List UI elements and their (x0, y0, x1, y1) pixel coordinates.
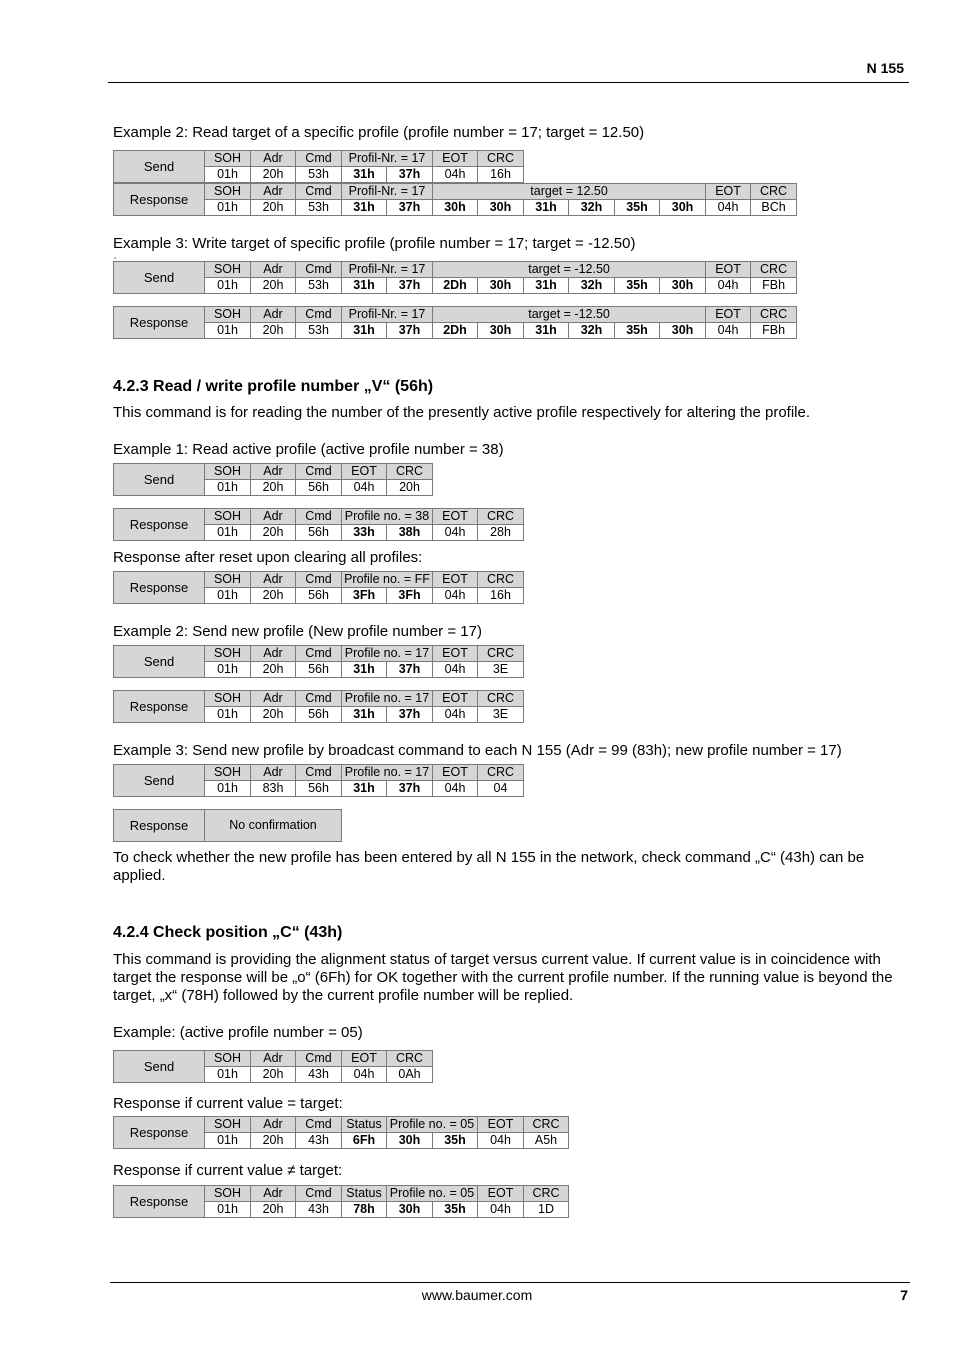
ex3-target-caption: Example 3: Write target of specific profile (profile number = 17; target = -12.50) (113, 235, 636, 252)
value-cell: 3E (478, 662, 524, 678)
field-adr: Adr (251, 184, 296, 200)
value-cell: 04h (706, 323, 751, 339)
value-cell: 43h (296, 1067, 342, 1083)
check-example-caption: Example: (active profile number = 05) (113, 1024, 363, 1041)
footer-url: www.baumer.com (421, 1287, 533, 1303)
value-cell: 56h (296, 588, 342, 604)
row-label: Send (114, 464, 205, 496)
field-cmd: Cmd (296, 151, 342, 167)
section-heading-4-2-3: 4.2.3 Read / write profile number „V“ (56h) (113, 378, 434, 395)
value-cell: 30h (660, 323, 706, 339)
value-cell: 56h (296, 525, 342, 541)
document-title: N 155 (866, 60, 904, 76)
field-eot: EOT (433, 572, 478, 588)
row-label: Send (114, 1051, 205, 1083)
value-cell: 43h (296, 1202, 342, 1218)
page-number: 7 (900, 1287, 908, 1303)
ex2-send-table (113, 645, 524, 678)
value-cell: 35h (433, 1202, 478, 1218)
value-cell: 31h (524, 323, 569, 339)
field-adr: Adr (251, 765, 296, 781)
value-cell: 20h (251, 525, 296, 541)
field-crc: CRC (524, 1186, 569, 1202)
value-cell: 37h (387, 662, 433, 678)
field-eot: EOT (342, 464, 387, 480)
field-eot: EOT (706, 307, 751, 323)
value-cell: 04h (433, 662, 478, 678)
value-cell: 04h (433, 781, 478, 797)
value-cell: 37h (387, 167, 433, 183)
field-cmd: Cmd (296, 572, 342, 588)
ex3-caption: Example 3: Send new profile by broadcast command to each N 155 (Adr = 99 (83h); new profile number = 17) (113, 742, 842, 759)
value-cell: 20h (251, 323, 296, 339)
field-crc: CRC (478, 509, 524, 525)
value-cell: 01h (205, 588, 251, 604)
value-cell: 20h (251, 278, 296, 294)
value-cell: 20h (251, 1202, 296, 1218)
field-soh: SOH (205, 646, 251, 662)
row-label: Response (114, 572, 205, 604)
value-cell: BCh (751, 200, 797, 216)
value-cell: 01h (205, 480, 251, 496)
value-cell: 53h (296, 323, 342, 339)
ne-caption: Response if current value ≠ target: (113, 1162, 343, 1179)
value-cell: 20h (387, 480, 433, 496)
value-cell: 31h (342, 707, 387, 723)
field-soh: SOH (205, 1051, 251, 1067)
no-confirmation-cell: No confirmation (205, 810, 342, 842)
value-cell: 04h (433, 707, 478, 723)
field-cmd: Cmd (296, 1186, 342, 1202)
value-cell: 01h (205, 278, 251, 294)
field-adr: Adr (251, 262, 296, 278)
value-cell: 53h (296, 278, 342, 294)
row-label: Response (114, 1117, 205, 1149)
ex2-caption: Example 2: Send new profile (New profile number = 17) (113, 623, 482, 640)
value-cell: 37h (387, 707, 433, 723)
value-cell: 3E (478, 707, 524, 723)
field-soh: SOH (205, 691, 251, 707)
field-eot: EOT (478, 1117, 524, 1133)
field-soh: SOH (205, 765, 251, 781)
field-profile: Profil-Nr. = 17 (342, 262, 433, 278)
field-profile: Profile no. = 17 (342, 691, 433, 707)
field-adr: Adr (251, 646, 296, 662)
ex1-caption: Example 1: Read active profile (active profile number = 38) (113, 441, 504, 458)
row-label: Response (114, 1186, 205, 1218)
field-crc: CRC (478, 151, 524, 167)
value-cell: 37h (387, 278, 433, 294)
field-eot: EOT (342, 1051, 387, 1067)
value-cell: 01h (205, 1133, 251, 1149)
value-cell: 31h (342, 662, 387, 678)
row-label: Send (114, 765, 205, 797)
reset-caption: Response after reset upon clearing all profiles: (113, 549, 423, 566)
value-cell: 43h (296, 1133, 342, 1149)
field-crc: CRC (524, 1117, 569, 1133)
ex3-target-response-table (113, 306, 797, 339)
value-cell: 31h (342, 278, 387, 294)
value-cell: 30h (478, 323, 524, 339)
row-label: Response (114, 184, 205, 216)
field-soh: SOH (205, 184, 251, 200)
eq-caption: Response if current value = target: (113, 1095, 343, 1112)
row-label: Send (114, 151, 205, 183)
value-cell: 38h (387, 525, 433, 541)
field-crc: CRC (478, 646, 524, 662)
field-target: target = -12.50 (433, 262, 706, 278)
field-eot: EOT (433, 509, 478, 525)
value-cell: 01h (205, 707, 251, 723)
field-adr: Adr (251, 1117, 296, 1133)
field-adr: Adr (251, 572, 296, 588)
value-cell: FBh (751, 323, 797, 339)
value-cell: 56h (296, 480, 342, 496)
field-cmd: Cmd (296, 1117, 342, 1133)
ex2-target-response-table (113, 183, 797, 216)
ne-response-table (113, 1185, 569, 1218)
value-cell: 04h (433, 588, 478, 604)
value-cell: 3Fh (342, 588, 387, 604)
value-cell: 30h (387, 1202, 433, 1218)
section-intro: This command is for reading the number of the presently active profile respectively for altering the profile. (113, 404, 811, 421)
reset-response-table (113, 571, 524, 604)
ex2-target-send-table (113, 150, 524, 183)
ex2-target-caption: Example 2: Read target of a specific profile (profile number = 17; target = 12.50) (113, 124, 645, 141)
field-profile: Profile no. = FF (342, 572, 433, 588)
field-profile: Profil-Nr. = 17 (342, 307, 433, 323)
field-soh: SOH (205, 1186, 251, 1202)
value-cell: 31h (342, 167, 387, 183)
value-cell: 31h (342, 781, 387, 797)
value-cell: 04h (342, 480, 387, 496)
value-cell: 53h (296, 200, 342, 216)
row-label: Response (114, 307, 205, 339)
value-cell: 20h (251, 167, 296, 183)
value-cell: 35h (433, 1133, 478, 1149)
field-eot: EOT (478, 1186, 524, 1202)
field-profile: Profile no. = 05 (387, 1117, 478, 1133)
value-cell: 01h (205, 781, 251, 797)
value-cell: 56h (296, 707, 342, 723)
value-cell: 20h (251, 1067, 296, 1083)
value-cell: 35h (615, 200, 660, 216)
value-cell: 6Fh (342, 1133, 387, 1149)
value-cell: 3Fh (387, 588, 433, 604)
value-cell: 31h (524, 278, 569, 294)
field-crc: CRC (478, 572, 524, 588)
ex2-response-table (113, 690, 524, 723)
field-profile: Profil-Nr. = 17 (342, 151, 433, 167)
value-cell: FBh (751, 278, 797, 294)
value-cell: 32h (569, 200, 615, 216)
value-cell: 2Dh (433, 278, 478, 294)
value-cell: 30h (660, 200, 706, 216)
value-cell: 56h (296, 781, 342, 797)
field-eot: EOT (433, 151, 478, 167)
value-cell: 30h (478, 278, 524, 294)
row-label: Send (114, 262, 205, 294)
field-cmd: Cmd (296, 464, 342, 480)
field-adr: Adr (251, 509, 296, 525)
value-cell: 04h (478, 1202, 524, 1218)
row-label: Response (114, 691, 205, 723)
eq-response-table (113, 1116, 569, 1149)
value-cell: 01h (205, 525, 251, 541)
field-cmd: Cmd (296, 184, 342, 200)
field-soh: SOH (205, 464, 251, 480)
field-cmd: Cmd (296, 509, 342, 525)
ex3-target-send-table (113, 261, 797, 294)
ex1-response-table (113, 508, 524, 541)
value-cell: 20h (251, 1133, 296, 1149)
field-cmd: Cmd (296, 307, 342, 323)
field-crc: CRC (478, 765, 524, 781)
field-adr: Adr (251, 307, 296, 323)
field-profile: Profil-Nr. = 17 (342, 184, 433, 200)
value-cell: 04h (342, 1067, 387, 1083)
value-cell: 32h (569, 323, 615, 339)
field-soh: SOH (205, 151, 251, 167)
value-cell: 16h (478, 167, 524, 183)
field-profile: Profile no. = 17 (342, 765, 433, 781)
value-cell: 31h (342, 323, 387, 339)
field-crc: CRC (387, 1051, 433, 1067)
value-cell: A5h (524, 1133, 569, 1149)
value-cell: 04h (478, 1133, 524, 1149)
value-cell: 04h (706, 278, 751, 294)
footer-rule (110, 1282, 910, 1283)
value-cell: 30h (433, 200, 478, 216)
field-soh: SOH (205, 1117, 251, 1133)
value-cell: 0Ah (387, 1067, 433, 1083)
value-cell: 35h (615, 323, 660, 339)
value-cell: 28h (478, 525, 524, 541)
section-heading-4-2-4: 4.2.4 Check position „C“ (43h) (113, 924, 343, 941)
field-eot: EOT (706, 184, 751, 200)
field-profile: Profile no. = 05 (387, 1186, 478, 1202)
field-profile: Profile no. = 17 (342, 646, 433, 662)
value-cell: 01h (205, 662, 251, 678)
value-cell: 04 (478, 781, 524, 797)
field-adr: Adr (251, 464, 296, 480)
value-cell: 31h (342, 200, 387, 216)
ex3-send-table (113, 764, 524, 797)
value-cell: 30h (387, 1133, 433, 1149)
field-cmd: Cmd (296, 262, 342, 278)
value-cell: 30h (660, 278, 706, 294)
field-eot: EOT (433, 691, 478, 707)
field-eot: EOT (433, 765, 478, 781)
value-cell: 20h (251, 480, 296, 496)
row-label: Send (114, 646, 205, 678)
field-target: target = -12.50 (433, 307, 706, 323)
value-cell: 32h (569, 278, 615, 294)
value-cell: 37h (387, 781, 433, 797)
value-cell: 37h (387, 323, 433, 339)
field-soh: SOH (205, 307, 251, 323)
field-crc: CRC (751, 307, 797, 323)
value-cell: 1D (524, 1202, 569, 1218)
value-cell: 16h (478, 588, 524, 604)
header-rule (108, 82, 909, 83)
field-adr: Adr (251, 151, 296, 167)
value-cell: 20h (251, 588, 296, 604)
field-status: Status (342, 1186, 387, 1202)
field-soh: SOH (205, 509, 251, 525)
field-crc: CRC (478, 691, 524, 707)
field-soh: SOH (205, 262, 251, 278)
field-adr: Adr (251, 1186, 296, 1202)
value-cell: 78h (342, 1202, 387, 1218)
value-cell: 20h (251, 707, 296, 723)
value-cell: 01h (205, 323, 251, 339)
value-cell: 31h (524, 200, 569, 216)
value-cell: 04h (433, 167, 478, 183)
field-soh: SOH (205, 572, 251, 588)
field-adr: Adr (251, 691, 296, 707)
value-cell: 35h (615, 278, 660, 294)
field-cmd: Cmd (296, 691, 342, 707)
section-intro: This command is providing the alignment status of target versus current value. If current value is in coincidence with target the response will be „o“ (6Fh) for OK together with the current profile number. If the running value is beyond the target, „x“ (78H) followed by the current profile number will be replied. (113, 951, 893, 1004)
stray-mark: a (114, 255, 117, 260)
value-cell: 2Dh (433, 323, 478, 339)
field-cmd: Cmd (296, 1051, 342, 1067)
value-cell: 83h (251, 781, 296, 797)
field-eot: EOT (433, 646, 478, 662)
field-status: Status (342, 1117, 387, 1133)
field-crc: CRC (751, 262, 797, 278)
value-cell: 30h (478, 200, 524, 216)
field-cmd: Cmd (296, 646, 342, 662)
value-cell: 56h (296, 662, 342, 678)
ex3-response-table (113, 809, 342, 842)
field-cmd: Cmd (296, 765, 342, 781)
value-cell: 01h (205, 200, 251, 216)
field-target: target = 12.50 (433, 184, 706, 200)
ex1-send-table (113, 463, 433, 496)
value-cell: 20h (251, 662, 296, 678)
value-cell: 33h (342, 525, 387, 541)
value-cell: 37h (387, 200, 433, 216)
check-send-table (113, 1050, 433, 1083)
value-cell: 53h (296, 167, 342, 183)
row-label: Response (114, 810, 205, 842)
field-crc: CRC (751, 184, 797, 200)
value-cell: 04h (433, 525, 478, 541)
value-cell: 01h (205, 1067, 251, 1083)
field-eot: EOT (706, 262, 751, 278)
row-label: Response (114, 509, 205, 541)
value-cell: 01h (205, 167, 251, 183)
value-cell: 04h (706, 200, 751, 216)
broadcast-note: To check whether the new profile has been entered by all N 155 in the network, check command „C“ (43h) can be applied. (113, 849, 865, 884)
value-cell: 01h (205, 1202, 251, 1218)
field-crc: CRC (387, 464, 433, 480)
value-cell: 20h (251, 200, 296, 216)
field-adr: Adr (251, 1051, 296, 1067)
field-profile: Profile no. = 38 (342, 509, 433, 525)
